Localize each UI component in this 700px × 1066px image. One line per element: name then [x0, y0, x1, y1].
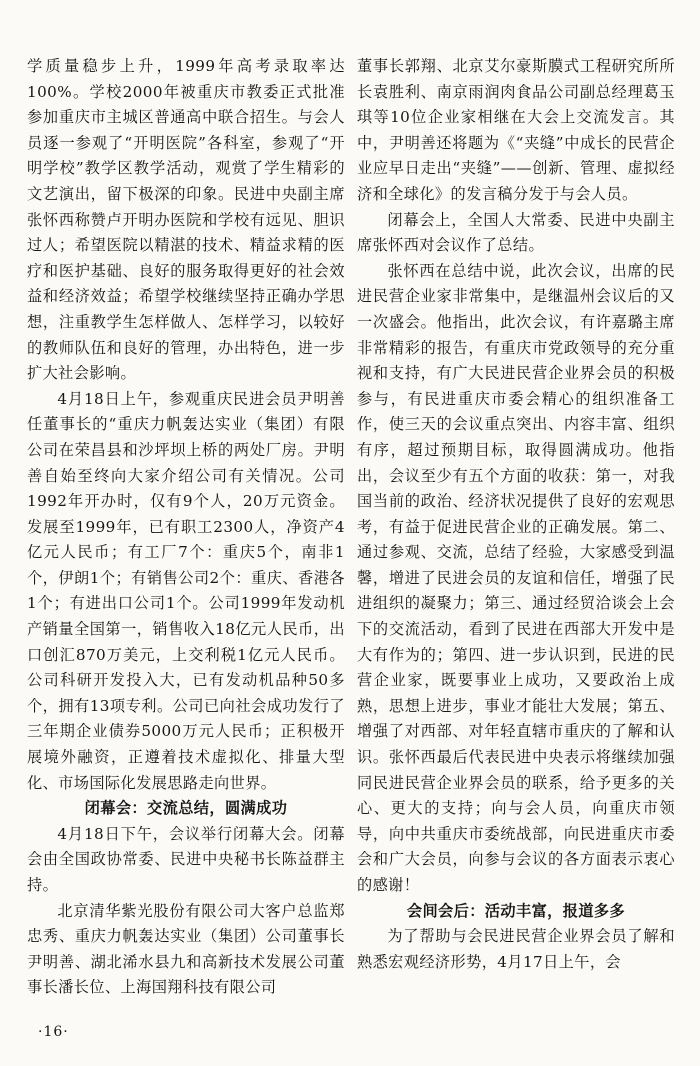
- paragraph-factory-visit: 4月18日上午，参观重庆民进会员尹明善任董事长的“重庆力帆轰达实业（集团）有限公司在荣昌县和沙坪坝上桥的两处厂房。尹明善自始至终向大家介绍公司有关情况。公司1992年开办时，仅有9个人，20万元资金。发展至1999年，已有职工2300人，净资产4亿元人民币；有工厂7个：重庆5个，南非1个，伊朗1个；有销售公司2个：重庆、香港各1个；有进出口公司1个。公司1999年发动机产销量全国第一，销售收入18亿元人民币，出口创汇870万美元，上交利税1亿元人民币。公司科研开发投入大，已有发动机品种50多个，拥有13项专利。公司已向社会成功发行了三年期企业债券5000万元人民币；正积极开展境外融资，正遵着技术虚拟化、排量大型化、市场国际化发展思路走向世界。: [27, 389, 345, 792]
- paragraph-closing-meeting: 4月18日下午，会议举行闭幕大会。闭幕会由全国政协常委、民进中央秘书长陈益群主持。: [27, 824, 345, 894]
- left-column: [27, 54, 345, 1001]
- paragraph-entrepreneurs: 北京清华紫光股份有限公司大客户总监郑忠秀、重庆力帆轰达实业（集团）公司董事长尹明善、湖北浠水县九和高新技术发展公司董事长潘长位、上海国翔科技有限公司: [27, 901, 345, 997]
- paragraph-continued-right: 董事长郭翔、北京艾尔豪斯膜式工程研究所所长袁胜利、南京雨润肉食品公司副总经理葛玉琪等10位企业家相继在大会上交流发言。其中，尹明善还将题为《“夹缝”中成长的民营企业应早日走出“夹缝”——创新、管理、虚拟经济和全球化》的发言稿分发于与会人员。: [357, 57, 675, 203]
- right-column: [357, 54, 675, 975]
- page-number: ·16·: [38, 1024, 69, 1040]
- paragraph-continued: 学质量稳步上升，1999年高考录取率达100%。学校2000年被重庆市教委正式批准参加重庆市主城区普通高中联合招生。与会人员逐一参观了“开明医院”各科室，参观了“开明学校”教学区教学活动，观赏了学生精彩的文艺演出，留下极深的印象。民进中央副主席张怀西称赞卢开明办医院和学校有远见、胆识过人；希望医院以精湛的技术、精益求精的医疗和医护基础、良好的服务取得更好的社会效益和经济效益；希望学校继续坚持正确办学思想，注重教学生怎样做人、怎样学习，以较好的教师队伍和良好的管理，办出特色，进一步扩大社会影响。: [27, 57, 345, 383]
- section-heading-closing: 闭幕会：交流总结，圆满成功: [84, 799, 288, 818]
- paragraph-activities: 为了帮助与会民进民营企业界会员了解和熟悉宏观经济形势，4月17日上午，会: [357, 927, 675, 971]
- paragraph-summary: 张怀西在总结中说，此次会议，出席的民进民营企业家非常集中，是继温州会议后的又一次盛会。他指出，此次会议，有许嘉璐主席非常精彩的报告，有重庆市党政领导的充分重视和支持，有广大民进民营企业界会员的积极参与，有民进重庆市委会精心的组织准备工作，使三天的会议重点突出、内容丰富、组织有序，超过预期目标，取得圆满成功。他指出，会议至少有五个方面的收获：第一，对我国当前的政治、经济状况提供了良好的宏观思考，有益于促进民营企业的正确发展。第二、通过参观、交流，总结了经验，大家感受到温馨，增进了民进会员的友谊和信任，增强了民进组织的凝聚力；第三、通过经贸洽谈会上会下的交流活动，看到了民进在西部大开发中是大有作为的；第四、进一步认识到，民进的民营企业家，既要事业上成功，又要政治上成熟，思想上进步，事业才能壮大发展；第五、增强了对西部、对年轻直辖市重庆的了解和认识。张怀西最后代表民进中央表示将继续加强同民进民营企业界会员的联系，给予更多的关心、更大的支持；向与会人员，向重庆市领导，向中共重庆市委统战部，向民进重庆市委会和广大会员，向参与会议的各方面表示衷心的感谢！: [357, 261, 675, 894]
- paragraph-summary-intro: 闭幕会上，全国人大常委、民进中央副主席张怀西对会议作了总结。: [357, 210, 675, 255]
- section-heading-activities: 会间会后：活动丰富，报道多多: [406, 901, 626, 920]
